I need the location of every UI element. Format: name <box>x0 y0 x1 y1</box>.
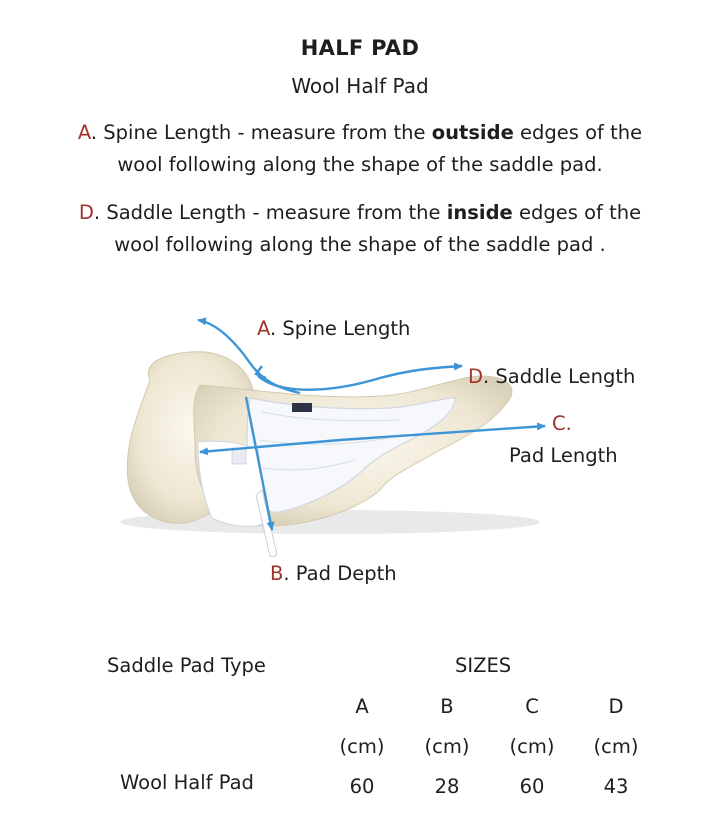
label-saddle-length <box>468 365 635 388</box>
table-cell: 60 <box>519 775 545 798</box>
label-pad-depth <box>270 562 397 585</box>
column-header-a: A <box>355 695 369 718</box>
page-title: HALF PAD <box>300 36 420 60</box>
instruction-line-1 <box>0 117 720 149</box>
column-header-d: D <box>608 695 624 718</box>
instruction-spine-length <box>0 117 720 181</box>
table-cell: 28 <box>434 775 460 798</box>
label-letter: B <box>270 562 284 585</box>
label-text: Pad Length <box>509 444 618 467</box>
instruction-text-end: edges of the <box>513 121 643 144</box>
label-text: . Pad Depth <box>283 562 397 585</box>
spine-length-arrow-tail <box>245 356 300 393</box>
column-header-c: C <box>525 695 539 718</box>
saddle-length-arrow-start <box>256 366 266 378</box>
label-letter: A <box>257 317 270 340</box>
label-letter: C. <box>552 412 572 435</box>
instruction-letter: D <box>78 201 94 224</box>
instruction-text-end: edges of the <box>512 201 642 224</box>
saddle-pad-type-header: Saddle Pad Type <box>107 654 266 677</box>
measurement-diagram <box>0 290 720 600</box>
unit-label: (cm) <box>339 735 385 758</box>
instruction-text: . Saddle Length - measure from the <box>93 201 447 224</box>
label-text: . Saddle Length <box>483 365 636 388</box>
sizes-header: SIZES <box>455 654 512 677</box>
instruction-text: . Spine Length - measure from the <box>90 121 432 144</box>
spine-length-arrow <box>198 320 245 356</box>
instruction-bold: inside <box>446 201 513 224</box>
instruction-line-2: wool following along the shape of the saddle pad. <box>117 153 603 176</box>
unit-label: (cm) <box>424 735 470 758</box>
page-subtitle: Wool Half Pad <box>291 74 429 98</box>
column-header-b: B <box>440 695 454 718</box>
instruction-line-1 <box>0 197 720 229</box>
instruction-letter: A <box>77 121 91 144</box>
label-spine-length <box>257 317 410 340</box>
instruction-line-2: wool following along the shape of the saddle pad . <box>114 233 606 256</box>
label-pad-length <box>509 444 618 467</box>
instruction-bold: outside <box>431 121 514 144</box>
table-cell: 60 <box>349 775 375 798</box>
pad-logo-label <box>292 403 312 412</box>
pad-tag <box>232 448 246 464</box>
label-text: . Spine Length <box>270 317 411 340</box>
label-pad-length-letter <box>552 412 572 435</box>
table-cell: 43 <box>603 775 629 798</box>
label-letter: D <box>468 365 484 388</box>
row-label-wool-half-pad: Wool Half Pad <box>120 771 254 794</box>
unit-label: (cm) <box>509 735 555 758</box>
instruction-saddle-length <box>0 197 720 261</box>
unit-label: (cm) <box>593 735 639 758</box>
